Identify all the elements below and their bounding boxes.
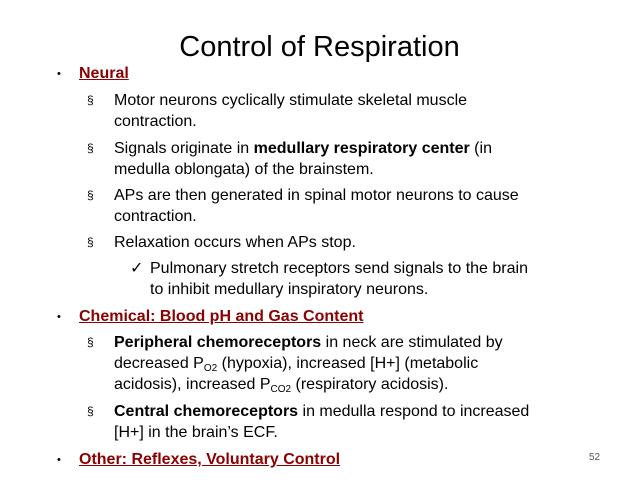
heading-neural: Neural [79,65,129,82]
slide-title [0,30,641,64]
sub-bullet-6: § [87,404,94,418]
pco2-subscript: CO2 [270,384,292,395]
chemical-item-1-post: in neck are stimulated by [321,334,503,351]
neural-item-4 [114,232,594,253]
chemical-item-2-post: in medulla respond to increased [298,403,530,420]
sub-bullet-2: § [87,141,94,155]
heading-other: Other: Reflexes, Voluntary Control [79,451,341,468]
heading-chemical: Chemical: Blood pH and Gas Content [79,308,364,325]
chemical-item-2-line-2: [H+] in the brain’s ECF. [114,424,278,441]
chemical-item-1 [114,332,594,395]
neural-item-1-line-2: contraction. [114,113,197,130]
chemical-item-1-line-2-pre: decreased P [114,355,204,372]
neural-item-2-pre: Signals originate in [114,140,254,157]
neural-item-2-post: (in [469,140,492,157]
neural-item-3-line-2: contraction. [114,208,197,225]
chemical-item-2-line-1 [114,401,594,422]
central-chemoreceptors-term: Central chemoreceptors [114,403,299,420]
peripheral-chemoreceptors-term: Peripheral chemoreceptors [114,334,322,351]
bullet-neural: • [57,68,61,80]
neural-item-2-line-1 [114,138,594,159]
bullet-other: • [57,454,61,466]
neural-item-2-line-2: medulla oblongata) of the brainstem. [114,161,374,178]
check-mark-icon: ✓ [130,260,144,277]
sub-bullet-4: § [87,235,94,249]
chemical-item-1-line-2 [114,353,594,374]
chemical-item-1-line-1 [114,332,594,353]
po2-subscript: O2 [203,363,218,374]
medullary-center-term: medullary respiratory center [253,140,470,157]
chemical-item-1-line-3-pre: acidosis), increased P [114,376,271,393]
slide-title-text: Control of Respiration [179,31,460,63]
page-number: 52 [589,452,601,463]
sub-bullet-3: § [87,188,94,202]
neural-item-3-line-1: APs are then generated in spinal motor neurons to cause [114,187,519,204]
chemical-item-2 [114,401,594,443]
neural-check-line-1: Pulmonary stretch receptors send signals to the brain [150,260,528,277]
chemical-item-1-line-3 [114,374,594,395]
sub-bullet-1: § [87,93,94,107]
neural-check-line-2: to inhibit medullary inspiratory neurons. [150,281,429,298]
neural-item-3 [114,185,594,227]
neural-item-4-line-1: Relaxation occurs when APs stop. [114,234,356,251]
neural-check-item [150,258,528,300]
bullet-chemical: • [57,311,61,323]
chemical-item-1-line-2-post: (hypoxia), increased [H+] (metabolic [217,355,479,372]
neural-item-2 [114,138,594,180]
sub-bullet-5: § [87,335,94,349]
neural-item-1-line-1: Motor neurons cyclically stimulate skeletal muscle [114,92,468,109]
chemical-item-1-line-3-post: (respiratory acidosis). [291,376,449,393]
neural-item-1 [114,90,594,132]
